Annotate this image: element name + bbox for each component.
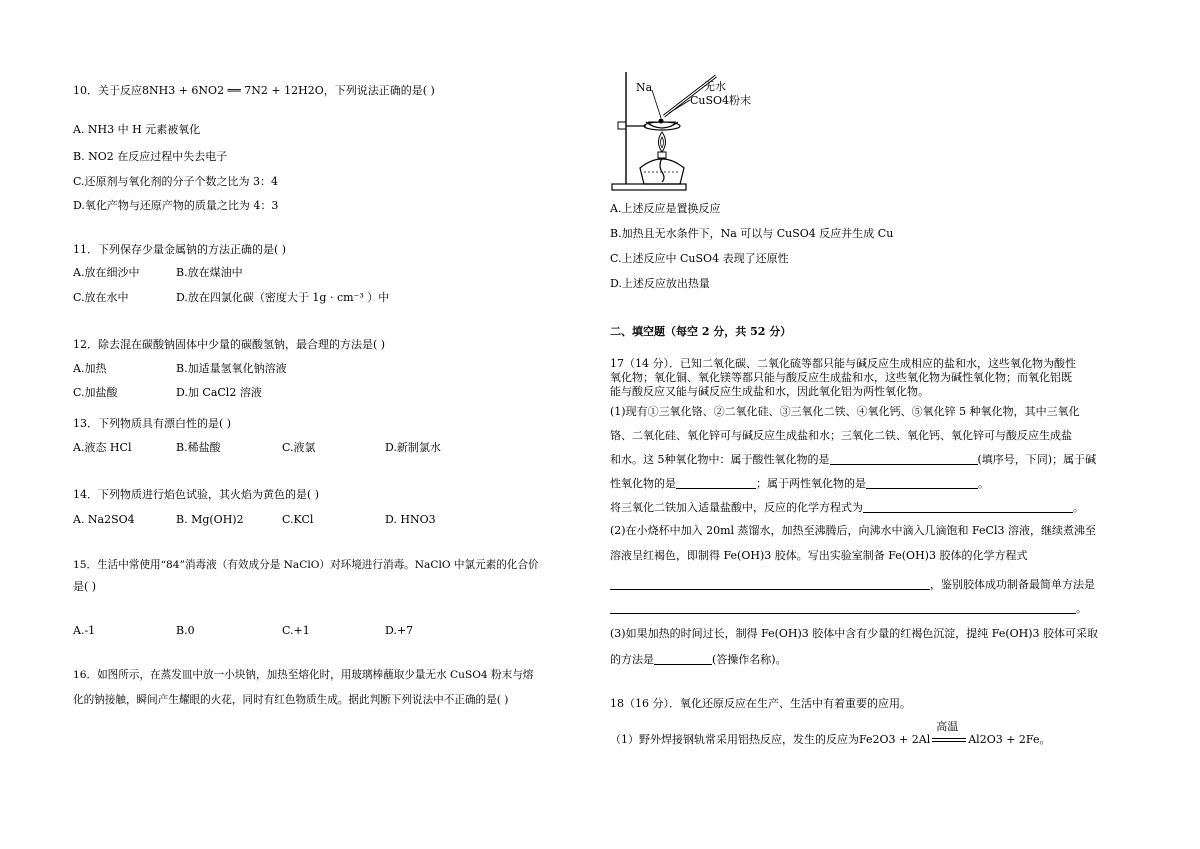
q15-stem-line1: 15．生活中常使用“84”消毒液（有效成分是 NaClO）对环境进行消毒。NaClO 中氯元素的化合价 <box>73 559 539 571</box>
apparatus-figure <box>606 68 756 196</box>
q11-option-d: D.放在四氯化碳（密度大于 1g · cm⁻³ ）中 <box>176 291 390 304</box>
q11-option-b: B.放在煤油中 <box>176 266 243 279</box>
q13-option-a: A.液态 HCl <box>73 441 132 454</box>
q14-option-d: D. HNO3 <box>385 513 436 526</box>
anhydrous-label: 无水 <box>704 80 726 93</box>
q16-option-c: C.上述反应中 CuSO4 表现了还原性 <box>610 252 789 265</box>
q18-stem: 18（16 分）．氧化还原反应在生产、生活中有着重要的应用。 <box>610 697 911 710</box>
q10-option-d: D.氧化产物与还原产物的质量之比为 4：3 <box>73 199 279 212</box>
cuso4-powder-label: CuSO4粉末 <box>690 94 752 107</box>
q18-part1: （1）野外焊接钢轨常采用铝热反应，发生的反应为Fe2O3 + 2Al 高温 Al2O3 + 2Fe。 <box>610 720 1051 746</box>
q17-part1-line2: 铬、二氧化硅、氧化锌可与碱反应生成盐和水；三氧化二铁、氧化钙、氧化锌可与酸反应生成盐 <box>610 429 1072 442</box>
q17-part1-line5: 将三氧化二铁加入适量盐酸中，反应的化学方程式为 。 <box>610 501 1084 514</box>
answer-blank-acidic-oxides[interactable] <box>830 452 978 465</box>
q12-option-c: C.加盐酸 <box>73 386 118 399</box>
answer-blank-fe2o3-equation[interactable] <box>863 500 1073 513</box>
q17-intro-line3: 能与酸反应又能与碱反应生成盐和水，因此氧化铝为两性氧化物。 <box>610 385 929 398</box>
q13-stem: 13．下列物质具有漂白性的是( ) <box>73 417 232 430</box>
q16-stem-line1: 16．如图所示，在蒸发皿中放一小块钠，加热至熔化时，用玻璃棒蘸取少量无水 CuSO4 粉末与熔 <box>73 669 534 681</box>
thermite-equation-right: Al2O3 + 2Fe <box>968 733 1040 746</box>
thermite-equation-left: Fe2O3 + 2Al <box>859 733 931 746</box>
q15-option-d: D.+7 <box>385 624 414 637</box>
q16-stem-line2: 化的钠接触，瞬间产生耀眼的火花，同时有红色物质生成。据此判断下列说法中不正确的是( ) <box>73 694 509 706</box>
q10-option-c: C.还原剂与氧化剂的分子个数之比为 3：4 <box>73 175 279 188</box>
q13-option-b: B.稀盐酸 <box>176 441 221 454</box>
q12-stem: 12．除去混在碳酸钠固体中少量的碳酸氢钠，最合理的方法是( ) <box>73 338 386 351</box>
q17-part1-line4: 性氧化物的是 ；属于两性氧化物的是 。 <box>610 477 989 490</box>
answer-blank-purification-method[interactable] <box>654 652 712 665</box>
q11-stem: 11．下列保存少量金属钠的方法正确的是( ) <box>73 243 287 256</box>
na-label: Na <box>636 81 653 94</box>
q10-option-b: B. NO2 在反应过程中失去电子 <box>73 150 228 163</box>
q10-equation: 8NH3 + 6NO2 ══ 7N2 + 12H2O <box>142 84 324 97</box>
q17-part3-line2: 的方法是 (答操作名称)。 <box>610 653 787 666</box>
q17-part3-line1: (3)如果加热的时间过长，制得 Fe(OH)3 胶体中含有少量的红褐色沉淀，提纯 Fe(OH)3 胶体可采取 <box>610 627 1099 640</box>
section-2-heading: 二、填空题（每空 2 分，共 52 分） <box>610 325 792 338</box>
q14-option-a: A. Na2SO4 <box>73 513 135 526</box>
q15-option-c: C.+1 <box>282 624 310 637</box>
q13-option-c: C.液氯 <box>282 441 316 454</box>
q17-part2-line4: 。 <box>610 601 1087 616</box>
q17-part1-line1: (1)现有①三氧化铬、②二氧化硅、③三氧化二铁、④氧化钙、⑤氧化锌 5 种氧化物，其中三氧化 <box>610 405 1080 418</box>
q11-option-c: C.放在水中 <box>73 291 129 304</box>
answer-blank-identify-colloid[interactable] <box>610 601 1076 614</box>
q17-intro-line1: 17（14 分）．已知二氧化碳、二氧化硫等都只能与碱反应生成相应的盐和水，这些氧化物为酸性 <box>610 357 1076 370</box>
answer-blank-basic-oxides[interactable] <box>676 476 756 489</box>
q15-option-a: A.-1 <box>73 624 96 637</box>
q16-option-d: D.上述反应放出热量 <box>610 277 710 290</box>
q10-option-a: A. NH3 中 H 元素被氧化 <box>73 123 201 136</box>
q15-option-b: B.0 <box>176 624 195 637</box>
q17-part2-line3: ，鉴别胶体成功制备最简单方法是 <box>610 577 1095 592</box>
q17-intro-line2: 氧化物；氧化铜、氧化镁等都只能与酸反应生成盐和水，这些氧化物为碱性氧化物；而氧化铝既 <box>610 371 1072 384</box>
q14-option-c: C.KCl <box>282 513 314 526</box>
q10-stem: 10．关于反应8NH3 + 6NO2 ══ 7N2 + 12H2O，下列说法正确的是( ) <box>73 84 435 97</box>
answer-blank-amphoteric-oxides[interactable] <box>866 476 978 489</box>
q13-option-d: D.新制氯水 <box>385 441 441 454</box>
reaction-condition: 高温 <box>930 733 968 747</box>
q14-option-b: B. Mg(OH)2 <box>176 513 244 526</box>
q12-option-d: D.加 CaCl2 溶液 <box>176 386 262 399</box>
q17-part2-line2: 溶液呈红褐色，即制得 Fe(OH)3 胶体。写出实验室制备 Fe(OH)3 胶体的化学方程式 <box>610 549 1028 562</box>
q16-option-b: B.加热且无水条件下，Na 可以与 CuSO4 反应并生成 Cu <box>610 227 894 240</box>
q14-stem: 14．下列物质进行焰色试验，其火焰为黄色的是( ) <box>73 488 320 501</box>
q17-part1-line3: 和水。这 5种氧化物中：属于酸性氧化物的是 (填序号，下同)；属于碱 <box>610 453 1097 466</box>
answer-blank-colloid-equation[interactable] <box>610 577 930 590</box>
q15-stem-line2: 是( ) <box>73 580 97 593</box>
q17-part2-line1: (2)在小烧杯中加入 20ml 蒸馏水，加热至沸腾后，向沸水中滴入几滴饱和 FeCl3 溶液，继续煮沸至 <box>610 524 1096 537</box>
q11-option-a: A.放在细沙中 <box>73 266 140 279</box>
q12-option-b: B.加适量氢氧化钠溶液 <box>176 362 287 375</box>
q16-option-a: A.上述反应是置换反应 <box>610 202 721 215</box>
q12-option-a: A.加热 <box>73 362 107 375</box>
